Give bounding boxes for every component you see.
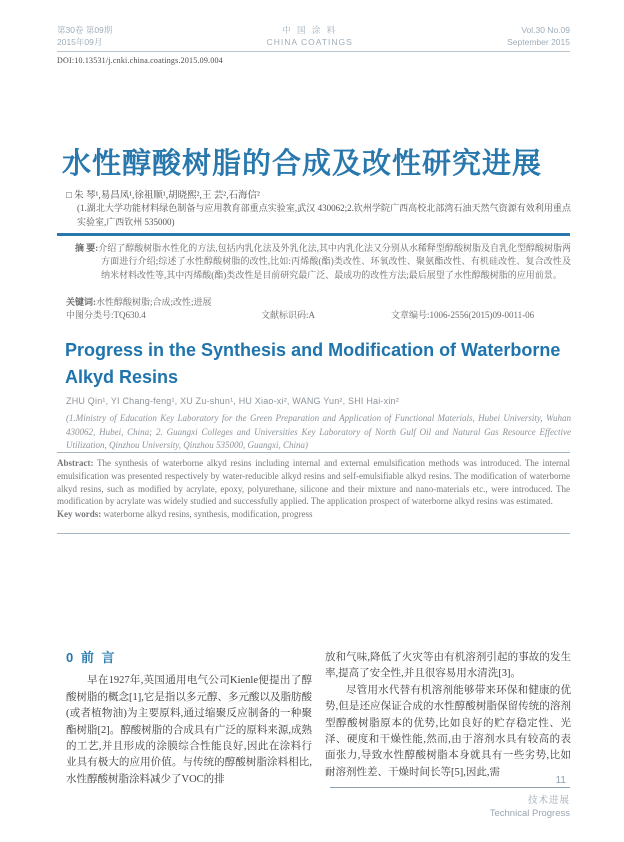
abstract-divider-top bbox=[57, 452, 570, 453]
date-en: September 2015 bbox=[507, 37, 570, 47]
journal-name-en: CHINA COATINGS bbox=[266, 37, 353, 47]
abstract-en-label: Abstract: bbox=[57, 458, 94, 468]
body-paragraph-left: 早在1927年,英国通用电气公司Kienle便提出了醇酸树脂的概念[1],它是指以多元醇、多元酸以及脂肪酸(或者植物油)为主要原料,通过缩聚反应制备的一种聚酯树脂[2]。醇酸树脂的合成具有广泛的原料来源,成熟的工艺,并且形成的涂膜综合性能良好,因此在涂料行业具有极大的应用价值。与传统的醇酸树脂涂料相比,水性醇酸树脂涂料减少了VOC的排 bbox=[66, 675, 312, 785]
keywords-en-label: Key words: bbox=[57, 509, 102, 520]
abstract-cn-label: 摘 要: bbox=[75, 243, 99, 253]
header-volume-issue-en bbox=[507, 24, 570, 48]
abstract-en-paragraph bbox=[57, 457, 570, 508]
abstract-cn-text: 介绍了醇酸树脂水性化的方法,包括内乳化法及外乳化法,其中内乳化法又分别从水稀释型醇酸树脂及自乳化型醇酸树脂两方面进行介绍;综述了水性醇酸树脂的改性,比如:丙烯酸(酯)类改性、环氧改性、聚氨酯改性、有机硅改性、复合改性及纳米材料改性等,其中丙烯酸(酯)类改性是目前研究最广泛、最成功的改性方法;最后展望了水性醇酸树脂的应用前景。 bbox=[98, 243, 571, 280]
affiliation-cn: (1.湖北大学功能材料绿色制备与应用教育部重点实验室,武汉 430062;2.钦州学院广西高校北部湾石油天然气资源有效利用重点实验室,广西钦州 535000) bbox=[77, 203, 571, 227]
journal-name-cn: 中 国 涂 料 bbox=[282, 25, 338, 35]
keywords-cn bbox=[66, 295, 571, 308]
classification-row bbox=[66, 308, 571, 321]
article-title-cn: 水性醇酸树脂的合成及改性研究进展 bbox=[62, 148, 543, 180]
article-id: 文章编号:1006-2556(2015)09-0011-06 bbox=[391, 310, 535, 320]
body-right-column bbox=[325, 650, 571, 788]
keywords-cn-label: 关键词: bbox=[66, 297, 96, 307]
footer-divider bbox=[330, 787, 570, 788]
section-heading-intro: 0 前 言 bbox=[66, 650, 117, 665]
title-section-divider bbox=[57, 233, 570, 236]
affiliation-en: (1.Ministry of Education Key Laboratory for the Green Preparation and Application of Functional Materials, Hubei University, Wuhan 430062, Hubei, China; 2. Guangxi Colleges and Universities Key Laboratory of North Gulf Oil and Natural Gas Resource Effective Utilization, Qinzhou University, Qinzhou 535000, Guangxi, China) bbox=[66, 413, 571, 450]
abstract-cn bbox=[75, 242, 571, 282]
clc-number: 中图分类号:TQ630.4 bbox=[66, 310, 146, 320]
journal-header bbox=[57, 24, 570, 48]
date-cn: 2015年09月 bbox=[57, 37, 103, 47]
header-journal-name bbox=[267, 24, 353, 48]
abstract-en bbox=[57, 457, 570, 521]
abstract-en-text: The synthesis of waterborne alkyd resins including internal and external emulsification methods was introduced. The internal emulsification was presented respectively by water-reducible alkyd resins and self-emulsifiable alkyd resins. The modification of waterborne alkyd resins, such as modified by acrylate, epoxy, polyurethane, silicone and their mixture and nano-materials etc., were introduced. The modification by acrylate was widely studied and successfully applied. The application prospect of waterborne alkyd resins was estimated. bbox=[57, 458, 570, 507]
document-code: 文献标识码:A bbox=[261, 310, 316, 320]
keywords-cn-text: 水性醇酸树脂;合成;改性;进展 bbox=[96, 297, 212, 307]
body-paragraph-right-2: 尽管用水代替有机溶剂能够带来环保和健康的优势,但是还应保证合成的水性醇酸树脂保留传统的溶剂型醇酸树脂原本的优势,比如良好的贮存稳定性、光泽、硬度和干燥性能,然而,由于溶剂水具有较高的表面张力,导致水性醇酸树脂本身就具有一些劣势,比如耐溶剂性差、干燥时间长等[5],因此,需 bbox=[325, 684, 571, 778]
article-body bbox=[66, 650, 571, 788]
page-footer bbox=[330, 775, 570, 819]
authors-cn: □ 朱 琴¹,易昌凤¹,徐祖顺¹,胡晓熙²,王 芸²,石海信² bbox=[66, 191, 260, 201]
keywords-en bbox=[57, 508, 570, 521]
authors-en: ZHU Qin¹, YI Chang-feng¹, XU Zu-shun¹, HU Xiao-xi², WANG Yun², SHI Hai-xin² bbox=[66, 396, 399, 406]
doi: DOI:10.13531/j.cnki.china.coatings.2015.09.004 bbox=[57, 56, 223, 65]
body-left-column bbox=[66, 650, 312, 788]
column-name-cn: 技术进展 bbox=[527, 795, 570, 806]
body-paragraph-right-1: 放和气味,降低了火灾等由有机溶剂引起的事故的发生率,提高了安全性,并且很容易用水清洗[3]。 bbox=[325, 652, 571, 680]
article-title-en: Progress in the Synthesis and Modification of Waterborne Alkyd Resins bbox=[65, 340, 561, 387]
page-number: 11 bbox=[555, 775, 566, 786]
volume-issue-cn: 第30卷 第09期 bbox=[57, 25, 113, 35]
volume-issue-en: Vol.30 No.09 bbox=[521, 25, 570, 35]
abstract-divider-bottom bbox=[57, 533, 570, 534]
header-divider bbox=[57, 51, 570, 52]
column-name-en: Technical Progress bbox=[489, 808, 570, 819]
keywords-en-text: waterborne alkyd resins, synthesis, modification, progress bbox=[103, 509, 313, 520]
header-volume-issue bbox=[57, 24, 112, 48]
